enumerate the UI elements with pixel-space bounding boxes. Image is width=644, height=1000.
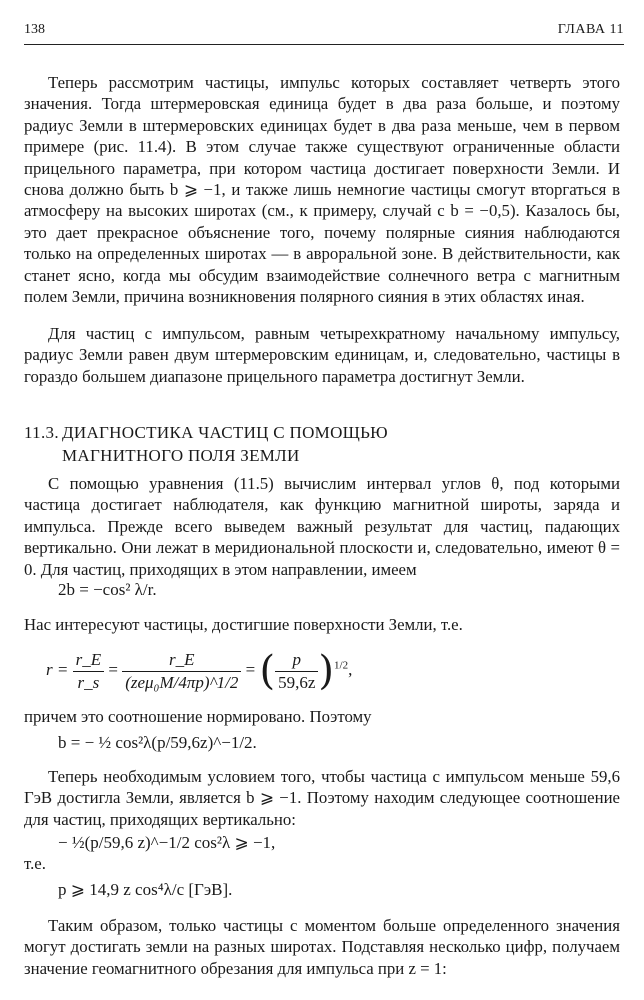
running-header — [24, 22, 624, 45]
paragraph-5: причем это соотношение нормировано. Поэтому — [24, 707, 372, 726]
eq2-fraction-3: $\frac{p}{59,6z}$ — [275, 649, 318, 694]
section-title-line1: ДИАГНОСТИКА ЧАСТИЦ С ПОМОЩЬЮ — [62, 423, 388, 442]
paragraph-7: Таким образом, только частицы с моментом больше определенного значения могут достигать земли на разных широтах. Подставляя несколько цифр, получаем значение геомагнитного обрезания для импульса при z = 1: — [24, 916, 620, 978]
page-number: 138 — [24, 22, 45, 37]
ie-label: т.е. — [24, 854, 46, 873]
right-paren: ) — [318, 648, 335, 694]
eq2-lhs: r = — [46, 659, 69, 679]
left-paren: ( — [259, 648, 276, 694]
section-title-line2: МАГНИТНОГО ПОЛЯ ЗЕМЛИ — [62, 446, 300, 465]
equation-3: b = − ½ cos²λ(p/59,6z)^−1/2. — [58, 733, 257, 752]
eq2-fraction-1: $\frac{r\_E}{r\_s}$ — [73, 649, 105, 694]
paragraph-6: Теперь необходимым условием того, чтобы частица с импульсом меньше 59,6 ГэВ достигла Земли, является b ⩾ −1. Поэтому находим следующее соотношение для частиц, приходящих вертикально: — [24, 767, 620, 829]
section-number: 11.3. — [24, 423, 59, 442]
eq2-fraction-2: $\frac{r\_E}{\text{(zeμ₀M/4πp)\textasciicircum{}1/2}}$ — [122, 649, 241, 694]
equation-4: − ½(p/59,6 z)^−1/2 cos²λ ⩾ −1, — [58, 833, 276, 852]
chapter-title: ГЛАВА 11 — [557, 22, 624, 37]
paragraph-4: Нас интересуют частицы, достигшие поверхности Земли, т.е. — [24, 615, 463, 634]
paragraph-2: Для частиц с импульсом, равным четырехкратному начальному импульсу, радиус Земли равен двум штермеровским единицам, и, следовательно, частицы в гораздо большем диапазоне прицельного параметра достигнут Земли. — [24, 324, 620, 386]
eq2-exponent: 1/2 — [334, 659, 349, 672]
paragraph-3: С помощью уравнения (11.5) вычислим интервал углов θ, под которыми частица достигает наблюдателя, как функцию магнитной широты, заряда и импульса. Прежде всего выведем важный результат для частиц, падающих вертикально. Они лежат в меридиональной плоскости и, следовательно, имеют θ = 0. Для частиц, приходящих в этом направлении, имеем — [24, 474, 620, 579]
paragraph-1: Теперь рассмотрим частицы, импульс которых составляет четверть этого значения. Тогда штермеровская единица будет в два раза больше, и поэтому радиус Земли в штермеровских единицах будет в два раза меньше, чем в первом примере (рис. 11.4). В этом случае также существуют ограниченные области прицельного параметра, при котором частица достигает поверхности Земли. И снова должно быть b ⩾ −1, и также лишь немногие частицы смогут вторгаться в атмосферу на высоких широтах (см., к примеру, случай с b = −0,5). Казалось бы, это дает прекрасное объяснение того, почему полярные сияния наблюдаются только на определенных широтах — в авроральной зоне. В действительности, как станет ясно, когда мы обсудим взаимодействие солнечного ветра с магнитным полем Земли, причина возникновения полярного сияния в этих областях иная. — [24, 73, 620, 307]
equation-1: 2b = −cos² λ/r. — [58, 580, 157, 599]
equation-5: p ⩾ 14,9 z cos⁴λ/c [ГэВ]. — [58, 880, 233, 899]
eq2-equals-2: = — [245, 659, 256, 679]
equation-2: r = $\frac{r\_E}{r\_s}$ = $\frac{r\_E}{\text{(zeμ₀M/4πp)\textasciicircum{}1/2}}$ = ( $\frac{p}{59,6z}$ )$^{1/2}$, — [46, 648, 353, 694]
eq2-equals: = — [108, 659, 118, 679]
section-heading — [24, 421, 620, 467]
